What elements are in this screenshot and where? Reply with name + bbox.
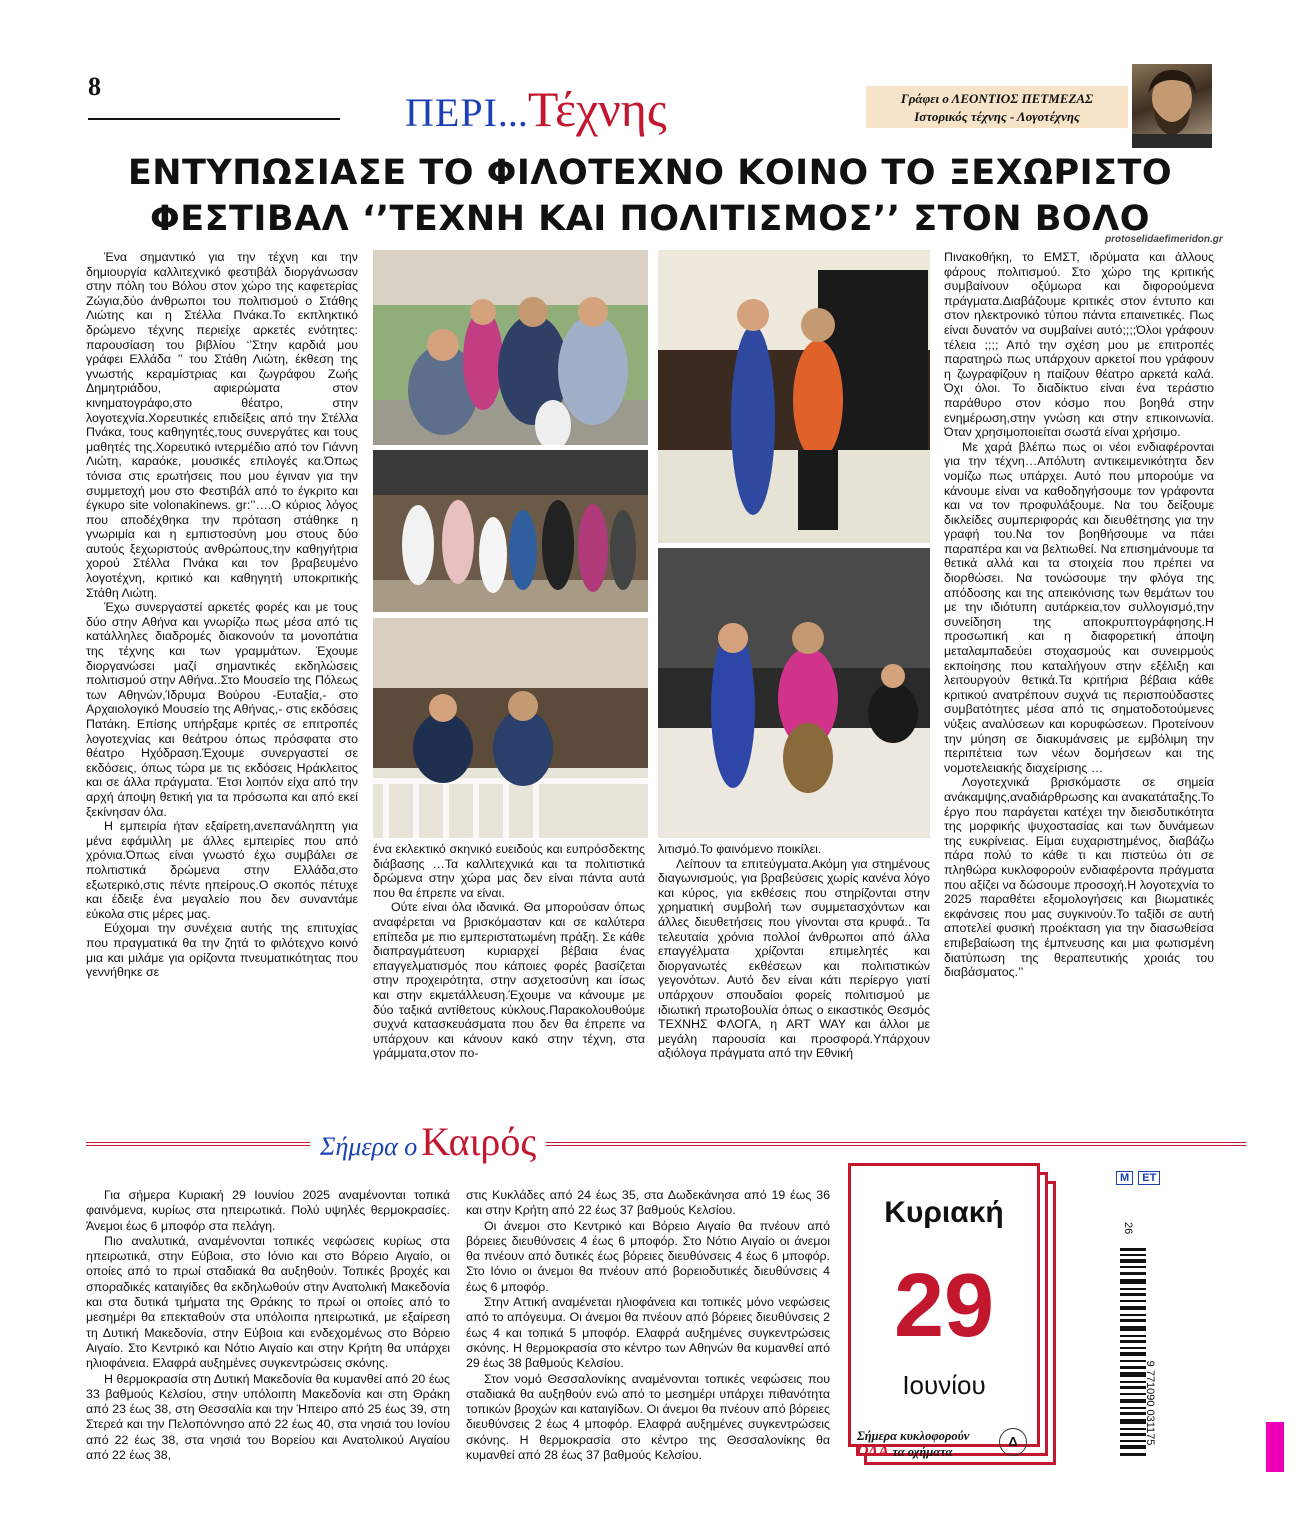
color-bar: [1266, 1422, 1284, 1472]
photo-panel-speakers: [373, 618, 648, 838]
weather-title: [310, 1118, 546, 1165]
paragraph: Οι άνεμοι στο Κεντρικό και Βόρειο Αιγαίο θα πνέουν από βόρειες διευθύνσεις 4 έως 6 μποφόρ. Στο Νότιο Αιγαίο οι άνεμοι θα πνέουν από δυτικές έως βόρειες διευθύνσεις 4 έως 6 μποφόρ. Στο Ιόνιο οι άνεμοι θα πνέουν από βορειοδυτικές διευθύνσεις 4 έως 6 μποφόρ.: [466, 1218, 830, 1294]
byline-role: Ιστορικός τέχνης - Λογοτέχνης: [914, 109, 1080, 124]
author-byline: [866, 86, 1128, 128]
paragraph: Η εμπειρία ήταν εξαίρετη,ανεπανάληπτη για μένα εφάμιλλη με άλλες εμπειρίες που από χρόνια.Όπως είναι γνωστό έχω συμβάλει σε πολιτιστικά δρώμενα στην Ελλάδα,στο εξωτερικό,στις πέντε ηπείρους.Ο σκοπός πέτυχε και έδειξε ένα μεγαλείο που δεν συναντάμε εύκολα στις μέρες μας.: [86, 819, 358, 921]
section-title-dots: ...: [497, 90, 528, 135]
page-number: 8: [88, 72, 101, 101]
emy-logo-right: ΕΤ: [1138, 1171, 1160, 1185]
calendar-footer-bold: ΟΛΑ: [857, 1443, 890, 1460]
barcode-number: 9 771090 031175: [1144, 1360, 1156, 1446]
section-title-part2: Τέχνης: [527, 81, 667, 137]
paragraph: Ένα σημαντικό για την τέχνη και την δημιουργία καλλιτεχνικό φεστιβάλ διοργάνωσαν στην πόλη του Βόλου στον χώρο της καφετερίας Ζώγια,δύο άνθρωποι του πολιτισμού ο Στάθης Λιώτης και η Στέλλα Πνάκα.Το εκπληκτικό δρώμενο τέχνης περιείχε αρκετές ενότητες: παρουσίαση του βιβλίου ‘’Στην καρδιά μου γράφει Ελλάδα ’’ του Στάθη Λιώτη, έκθεση της γνωστής κεραμίστριας και ζωγράφου Ζωής Δημητριάδου, αφιερώματα στον κινηματογράφο,στο θέατρο, στην λογοτεχνία.Χορευτικές επιδείξεις από την Στέλλα Πνάκα, τους καθηγητές,τους συνεργάτες και τους μαθητές της.Χορευτικό ιντερμέδιο από τον Γιάννη Λιώτη, καραόκε, μουσικές επιλογές κα.Όπως τόνισα στις ερωτήσεις που μου έγιναν για την συμμετοχή μου στο Φεστιβάλ από το έγκριτο και έγκυρο site volonakinews. gr:’’….Ο κύριος λόγος που αποδέχθηκα την πρόταση στάθηκε η γνωριμία και η εμπιστοσύνη μου στους δύο αυτούς ξεχωριστούς ανθρώπους,την καθηγήτρια χορού Στέλλα Πνάκα και τον βραβευμένο λογοτέχνη, κριτικό και καθηγητή υποκριτικής Στάθη Λιώτη.: [86, 250, 358, 600]
paragraph: Για σήμερα Κυριακή 29 Ιουνίου 2025 αναμένονται τοπικά φαινόμενα, κυρίως στα ηπειρωτικά. Πολύ υψηλές θερμοκρασίες. Άνεμοι έως 6 μποφόρ στα πελάγη.: [86, 1188, 450, 1233]
paragraph: Πινακοθήκη, το ΕΜΣΤ, ιδρύματα και άλλους φάρους πολιτισμού. Στο χώρο της κριτικής συμβαίνουν οξύμωρα και διφορούμενα πράγματα.Διαβάζουμε κριτικές στον έντυπο και στον ηλεκτρονικό τύπου πάντα επαινετικές. Πως είναι δυνατόν να συμβαίνει αυτό;;;;Όλοι γράφουν τέλεια ;;;; Από την σχέση μου με επιτροπές παρατηρώ πως υπάρχουν αρκετοί που γράφουν η ζωγραφίζουν η παίζουν θέατρο αρκετά καλά. Όχι όλοι. Το διαδίκτυο είναι ένα τεράστιο παράθυρο στον κόσμο που βοηθά στην ενημέρωση,στην γνώση και στην επικοινωνία. Όταν χρησιμοποιείται σωστά είναι χρήσιμο.: [944, 250, 1214, 440]
watermark: protoselidaefimeridon.gr: [1105, 234, 1223, 245]
headline-line-1: ΕΝΤΥΠΩΣΙΑΣΕ ΤΟ ΦΙΛΟΤΕΧΝΟ ΚΟΙΝΟ ΤΟ ΞΕΧΩΡΙΣΤΟ: [127, 153, 1173, 193]
paragraph: Ούτε είναι όλα ιδανικά. Θα μπορούσαν όπως αναφέρεται να βρισκόμασταν και σε καλύτερα επίπεδα με πιο εμπεριστατωμένη πράξη. Σε κάθε διαπραγμάτευση κυριαρχεί βέβαια ένας επαγγελματισμός που κάποιες φορές βασίζεται στην προχειρότητα, στην ασχετοσύνη και ίσως και στην εκμετάλλευση.Έχουμε να κάνουμε με δύο ταξικά αντίθετους κύκλους.Παρακολουθούμε συχνά κατασκευάσματα που δεν θα έπρεπε να υπάρχουν και κάνουν κακό στην τέχνη, στα γράμματα,στον πο-: [373, 900, 645, 1061]
weather-column-2: [466, 1188, 830, 1463]
paragraph: Πιο αναλυτικά, αναμένονται τοπικές νεφώσεις κυρίως στα ηπειρωτικά, στην Εύβοια, στο Ιόνιο και στο Βόρειο Αιγαίο, οι οποίες από το πρωί σταδιακά θα αυξηθούν. Τοπικές βροχές και σποραδικές καταιγίδες θα εκδηλωθούν στην Ανατολική Μακεδονία και στα δυτικά τμήματα της Θράκης το πρωί οι οποίες από το μεσημέρι θα επεκταθούν στα υπόλοιπα ηπειρωτικά, με εξαίρεση τη Δυτική Μακεδονία, στην Εύβοια και ενδεχομένως στο Βόρειο Αιγαίο. Στο Κεντρικό και Νότιο Αιγαίο και στην Κρήτη θα υπάρχει ηλιοφάνεια. Ελαφρά αυξημένες συγκεντρώσεις σκόνης.: [86, 1233, 450, 1371]
article-column-2: [373, 842, 645, 1120]
calendar-day: Κυριακή: [884, 1196, 1004, 1229]
photo-group-portrait: [373, 250, 648, 445]
calendar-date: 29: [893, 1256, 995, 1356]
emy-logo: [1116, 1172, 1186, 1188]
calendar-footer-rest: τα οχήματα: [892, 1445, 953, 1459]
paragraph: Λείπουν τα επιτεύγματα.Ακόμη για στημένους διαγωνισμούς, για βραβεύσεις χωρίς κανένα λόγο και κύρος, για εκθέσεις που στηρίζονται στην χρηματική συμβολή των συμμετασχόντων και άλλες διευθετήσεις που γίνονται στα κρυφά.. Τα τελευταία χρόνια πολλοί άνθρωποι από άλλα επαγγέλματα χρίζονται επιμελητές και διοργανωτές εκθέσεων και πολιτιστικών γεγονότων. Αυτό δεν είναι κάτι περίεργο γιατί υπάρχουν σπουδαίοι φορείς πολιτισμού με ιδιωτική πρωτοβουλία όπως ο εικαστικός Θεσμός ΤΕΧΝΗΣ ΦΛΟΓΑ, η ART WAY και άλλοι με μεγάλη παρουσία και προσφορά.Υπάρχουν αξιόλογα πράγματα από την Εθνική: [658, 856, 930, 1061]
weather-title-part2: Καιρός: [421, 1119, 537, 1164]
weather-title-part1: Σήμερα ο: [320, 1132, 418, 1161]
photo-stage-performance: [658, 548, 930, 838]
headline-line-2: ΦΕΣΤΙΒΑΛ ‘’ΤΕΧΝΗ ΚΑΙ ΠΟΛΙΤΙΣΜΟΣ’’ ΣΤΟΝ ΒΟΛΟ: [149, 199, 1151, 239]
emy-logo-left: Μ: [1116, 1171, 1133, 1185]
photo-two-women-stage: [658, 250, 930, 543]
barcode-issue: 26: [1122, 1222, 1134, 1235]
calendar-footer-line1: Σήμερα κυκλοφορούν: [857, 1429, 970, 1443]
article-column-3: [658, 842, 930, 1120]
calendar-widget: [848, 1163, 1048, 1463]
weather-column-1: [86, 1188, 450, 1463]
paragraph: Έχω συνεργαστεί αρκετές φορές και με τους δύο στην Αθήνα και γνωρίζω πως μέσα από τις κατάλληλες διαδρομές διακονούν τα μονοπάτια της τέχνης και των γραμμάτων. Έχουμε διοργανώσει μαζί σημαντικές εκδηλώσεις πολιτισμού στην Αθήνα..Στο Μουσείο της Πόλεως των Αθηνών,Ίδρυμα Βούρου -Ευταξία,- στο Αρχαιολογικό Μουσείο της Αθήνας,- στις εκδόσεις Πατάκη. Επίσης υπήρξαμε κριτές σε επιτροπές λογοτεχνίας και θεάτρου όπως πρόσφατα στο θέατρο Ηχόδραση.Έχουμε συνεργαστεί σε εκδόσεις, όπως τώρα με τις εκδόσεις Ηράκλειτος και σε άλλα πράγματα. Έτσι λοιπόν είχα από την αρχή άποψη θετική για τα πρόσωπα και από εκεί ξεκίνησαν όλα.: [86, 600, 358, 819]
calendar-month: Ιουνίου: [902, 1370, 986, 1400]
paragraph: Λογοτεχνικά βρισκόμαστε σε σημεία ανάκαμψης,αναδιάρθρωσης και ανακατάταξης.Το έργο που παράγεται κατέχει την διεισδυτικότητα της μορφικής ψυχοστασίας και των δυνάμεων της ευκρίνειας. Είμαι ευχαριστημένος, διαβάζω πάρα πολύ το κάθε τι και πιστεύω ότι σε πληθώρα κυκλοφορούν ενδιαφέροντα πράγματα που αξίζει να δώσουμε προσοχή.Η λογοτεχνία το 2025 παραθέτει εξομολογήσεις και βιωματικές εκφάνσεις που μας συγκινούν.Το ταξίδι σε αυτή αποτελεί φυσική προέκταση για την διασωθείσα επιβεβαίωση της έμπνευσης και μια φωτισμένη διατύπωση της θεραπευτικής χροιάς του διαβάσματος.’’: [944, 775, 1214, 980]
paragraph: λιτισμό.Το φαινόμενο ποικίλει.: [658, 842, 822, 856]
weather-divider: [86, 1142, 1246, 1146]
barcode: [1120, 1222, 1156, 1522]
author-portrait: [1132, 64, 1212, 148]
paragraph: Με χαρά βλέπω πως οι νέοι ενδιαφέρονται για την τέχνη…Απόλυτη αντικειμενικότητα δεν νομίζω πως υπάρχει. Αυτό που μπορούμε να κάνουμε είναι να καθοδηγήσουμε τον γράφοντα και να τον προφυλάξουμε. Να του δείξουμε δικλείδες συμπεριφοράς και διευθέτησης για την γραφή του.Να τον βοηθήσουμε να πάει παραπέρα και να βελτιωθεί. Να επισημάνουμε τα θετικά αλλά και τα στοιχεία που πρέπει να διορθώσει. Να τονώσουμε την φλόγα της απόδοσης και της απεικόνισης των θεμάτων του με την ιδιότυπη αυτάρκεια,τον συλλογισμό,την συνείδηση της αποκρυπτογράφησης.Η προσωπική και η διαφορετική άποψη μεταλαμπαδεύει στοχασμούς και συνειρμούς εκποίησης που καταλήγουν στην εξέλιξη και λειτουργούν θετικά.Τα κριτήρια βέβαια κάθε κριτικού ανατρέπουν συχνά τις περισπούδαστες συμβατότητες μέσα από τις σηματοδοτούμενες νύξεις αναλύσεων και κορυφώσεων. Προτείνουν την μύηση σε διακυμάνσεις με εμβόλιμη την περιπέτεια των νέων δομήσεων και της νομοτελειακής διαχείρισης …: [944, 439, 1214, 775]
headline: [70, 150, 1230, 242]
header-rule: [88, 118, 340, 120]
photo-group-children: [373, 450, 648, 612]
paragraph: ένα εκλεκτικό σκηνικό ευειδούς και ευπρόσδεκτης διάβασης …Τα καλλιτεχνικά και τα πολιτιστικά δρώμενα στην χώρα μας δεν είναι πάντα αυτά που θα έπρεπε να είναι.: [373, 842, 645, 900]
byline-author: Γράφει ο ΛΕΟΝΤΙΟΣ ΠΕΤΜΕΖΑΣ: [900, 91, 1094, 106]
paragraph: στις Κυκλάδες από 24 έως 35, στα Δωδεκάνησα από 19 έως 36 και στην Κρήτη από 22 έως 37 βαθμούς Κελσίου.: [466, 1188, 830, 1218]
barcode-bars: [1120, 1248, 1146, 1458]
paragraph: Εύχομαι την συνέχεια αυτής της επιτυχίας που πραγματικά θα την ζητά το φιλότεχνο κοινό μια και μιλάμε για ορίζοντα πνευματικότητας που γεννήθηκε σε: [86, 921, 358, 980]
section-title-part1: ΠΕΡΙ: [405, 90, 498, 135]
paragraph: Η θερμοκρασία στη Δυτική Μακεδονία θα κυμανθεί από 20 έως 33 βαθμούς Κελσίου, στην υπόλοιπη Μακεδονία και στη Θράκη από 23 έως 38, στη Θεσσαλία και την Ήπειρο από 25 έως 39, στη Στερεά και την Πελοπόννησο από 22 έως 40, στα νησιά του Ιονίου από 22 έως 38, στα νησιά του Βορείου και Ανατολικού Αιγαίου από 22 έως 38,: [86, 1371, 450, 1463]
portrait-image: [1132, 64, 1212, 148]
article-column-4: [944, 250, 1214, 1120]
section-title: [405, 80, 825, 137]
calendar-front-page: [848, 1163, 1040, 1460]
paragraph: Στον νομό Θεσσαλονίκης αναμένονται τοπικές νεφώσεις που σταδιακά θα αυξηθούν ενώ από το μεσημέρι υπάρχει πιθανότητα τοπικών βροχών και καταιγίδων. Οι άνεμοι θα πνέουν από βόρειες διευθύνσεις 2 έως 4 μποφόρ. Ελαφρά αυξημένες συγκεντρώσεις σκόνης. Η θερμοκρασία στο κέντρο της Θεσσαλονίκης θα κυμανθεί από 28 έως 37 βαθμούς Κελσίου.: [466, 1371, 830, 1463]
calendar-badge: Δ: [999, 1428, 1027, 1456]
paragraph: Στην Αττική αναμένεται ηλιοφάνεια και τοπικές μόνο νεφώσεις από το απόγευμα. Οι άνεμοι θα πνέουν από βόρειες διευθύνσεις 2 έως 4 και τοπικά 5 μποφόρ. Ελαφρά αυξημένες συγκεντρώσεις σκόνης. Η θερμοκρασία στο κέντρο των Αθηνών θα κυμανθεί από 29 έως 38 βαθμούς Κελσίου.: [466, 1295, 830, 1371]
article-column-1: [86, 250, 358, 1120]
